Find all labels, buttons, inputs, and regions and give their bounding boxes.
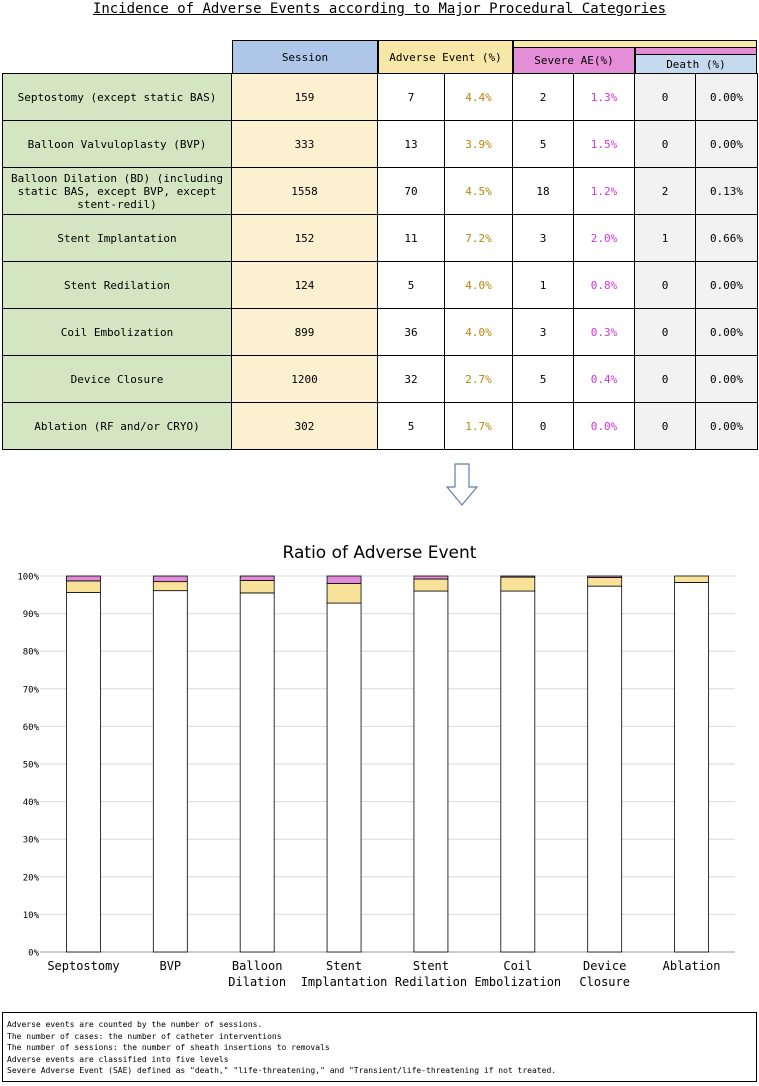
bar-segment (501, 577, 535, 591)
y-tick-label: 40% (22, 798, 39, 809)
death-percent: 0.13% (696, 168, 758, 215)
sae-count: 18 (513, 168, 574, 215)
chart-title: Ratio of Adverse Event (282, 543, 477, 563)
sae-percent: 1.2% (574, 168, 635, 215)
header-adverse-event: Adverse Event (%) (378, 40, 513, 74)
y-tick-label: 70% (22, 685, 39, 696)
table-row (3, 168, 758, 215)
x-tick-label: Embolization (474, 975, 562, 989)
bar-segment (501, 576, 535, 577)
bar-segment (327, 584, 361, 604)
y-tick-label: 60% (22, 722, 39, 733)
x-tick-label: Device (583, 959, 627, 973)
footnote: The number of sessions: the number of sheath insertions to removals (7, 1043, 330, 1052)
bar-segment (240, 576, 274, 581)
session-count: 124 (232, 262, 378, 309)
ae-percent: 4.0% (445, 309, 513, 356)
bar-segment (66, 593, 100, 952)
sae-percent: 0.4% (574, 356, 635, 403)
session-count: 159 (232, 74, 378, 121)
death-percent: 0.00% (696, 309, 758, 356)
ae-count: 11 (378, 215, 445, 262)
table-row (3, 215, 758, 262)
sae-count: 3 (513, 309, 574, 356)
table-row (3, 356, 758, 403)
y-tick-label: 50% (22, 760, 39, 771)
death-percent: 0.66% (696, 215, 758, 262)
ae-percent: 1.7% (445, 403, 513, 450)
table-row (3, 74, 758, 121)
ae-percent: 7.2% (445, 215, 513, 262)
y-tick-label: 20% (22, 873, 39, 884)
y-tick-label: 30% (22, 835, 39, 846)
bar-segment (327, 576, 361, 584)
ae-percent: 4.0% (445, 262, 513, 309)
x-tick-label: Redilation (394, 975, 468, 989)
death-percent: 0.00% (696, 262, 758, 309)
ae-percent: 4.4% (445, 74, 513, 121)
bar-segment (240, 593, 274, 952)
ae-count: 70 (378, 168, 445, 215)
procedure-name: Septostomy (except static BAS) (3, 74, 232, 121)
bar-segment (414, 591, 448, 952)
ae-count: 5 (378, 262, 445, 309)
procedure-name: Balloon Valvuloplasty (BVP) (3, 121, 232, 168)
bar-segment (153, 576, 187, 582)
header-severe-ae: Severe AE(%) (513, 47, 635, 74)
death-count: 0 (635, 309, 696, 356)
sae-count: 0 (513, 403, 574, 450)
death-count: 0 (635, 356, 696, 403)
death-percent: 0.00% (696, 356, 758, 403)
x-tick-label: BVP (159, 959, 182, 973)
y-tick-label: 80% (22, 647, 39, 658)
ae-count: 13 (378, 121, 445, 168)
y-tick-label: 0% (28, 948, 39, 959)
x-tick-label: Stent (412, 959, 449, 973)
x-tick-label: Stent (326, 959, 363, 973)
adverse-events-table (2, 73, 758, 450)
bar-segment (66, 581, 100, 593)
ae-count: 36 (378, 309, 445, 356)
ae-count: 32 (378, 356, 445, 403)
death-count: 0 (635, 121, 696, 168)
footnote: Severe Adverse Event (SAE) defined as "death," "life-threatening," and "Transient/life-threatening if not treated. (7, 1066, 557, 1075)
procedure-name: Stent Redilation (3, 262, 232, 309)
procedure-name: Stent Implantation (3, 215, 232, 262)
sae-count: 2 (513, 74, 574, 121)
x-tick-label: Ablation (662, 959, 721, 973)
death-count: 0 (635, 74, 696, 121)
bar-segment (675, 582, 709, 952)
down-arrow-icon (445, 463, 479, 507)
death-count: 0 (635, 262, 696, 309)
sae-count: 5 (513, 121, 574, 168)
sae-percent: 0.3% (574, 309, 635, 356)
table-row (3, 121, 758, 168)
sae-count: 3 (513, 215, 574, 262)
sae-percent: 2.0% (574, 215, 635, 262)
bar-segment (327, 603, 361, 952)
header-death: Death (%) (635, 54, 757, 74)
death-percent: 0.00% (696, 74, 758, 121)
procedure-name: Ablation (RF and/or CRYO) (3, 403, 232, 450)
bar-segment (414, 576, 448, 579)
session-count: 899 (232, 309, 378, 356)
bar-segment (153, 591, 187, 952)
sae-count: 5 (513, 356, 574, 403)
footnote: Adverse events are classified into five levels (7, 1054, 229, 1064)
bar-segment (153, 582, 187, 591)
bar-segment (501, 591, 535, 952)
bar-segment (240, 581, 274, 593)
ae-percent: 4.5% (445, 168, 513, 215)
ae-count: 5 (378, 403, 445, 450)
death-count: 0 (635, 403, 696, 450)
footnote: Adverse events are counted by the number of sessions. (7, 1020, 263, 1029)
bar-segment (414, 579, 448, 591)
x-tick-label: Coil (503, 959, 533, 973)
x-tick-label: Septostomy (47, 959, 120, 973)
session-count: 1558 (232, 168, 378, 215)
footnotes-box (2, 1012, 757, 1082)
sae-percent: 0.0% (574, 403, 635, 450)
y-tick-label: 90% (22, 610, 39, 621)
procedure-name: Coil Embolization (3, 309, 232, 356)
page-title: Incidence of Adverse Events according to Major Procedural Categories (92, 1, 667, 17)
bar-segment (588, 576, 622, 578)
ae-percent: 2.7% (445, 356, 513, 403)
y-tick-label: 100% (17, 572, 39, 583)
procedure-name: Balloon Dilation (BD) (including static BAS, except BVP, except stent-redil) (3, 168, 232, 215)
stacked-bar-chart (0, 565, 759, 995)
bar-segment (675, 576, 709, 582)
session-count: 152 (232, 215, 378, 262)
ae-count: 7 (378, 74, 445, 121)
y-tick-label: 10% (22, 910, 39, 921)
session-count: 1200 (232, 356, 378, 403)
bar-segment (588, 578, 622, 587)
procedure-name: Device Closure (3, 356, 232, 403)
footnote: The number of cases: the number of catheter interventions (7, 1031, 282, 1041)
x-tick-label: Dilation (228, 975, 287, 989)
death-percent: 0.00% (696, 403, 758, 450)
x-tick-label: Closure (579, 975, 630, 989)
session-count: 333 (232, 121, 378, 168)
table-row (3, 403, 758, 450)
x-tick-label: Implantation (300, 975, 388, 989)
header-session: Session (232, 40, 378, 74)
bar-segment (66, 576, 100, 581)
table-row (3, 309, 758, 356)
death-count: 1 (635, 215, 696, 262)
sae-percent: 0.8% (574, 262, 635, 309)
session-count: 302 (232, 403, 378, 450)
sae-percent: 1.5% (574, 121, 635, 168)
death-percent: 0.00% (696, 121, 758, 168)
sae-percent: 1.3% (574, 74, 635, 121)
bar-segment (588, 586, 622, 952)
death-count: 2 (635, 168, 696, 215)
ae-percent: 3.9% (445, 121, 513, 168)
sae-count: 1 (513, 262, 574, 309)
x-tick-label: Balloon (231, 959, 283, 973)
table-row (3, 262, 758, 309)
